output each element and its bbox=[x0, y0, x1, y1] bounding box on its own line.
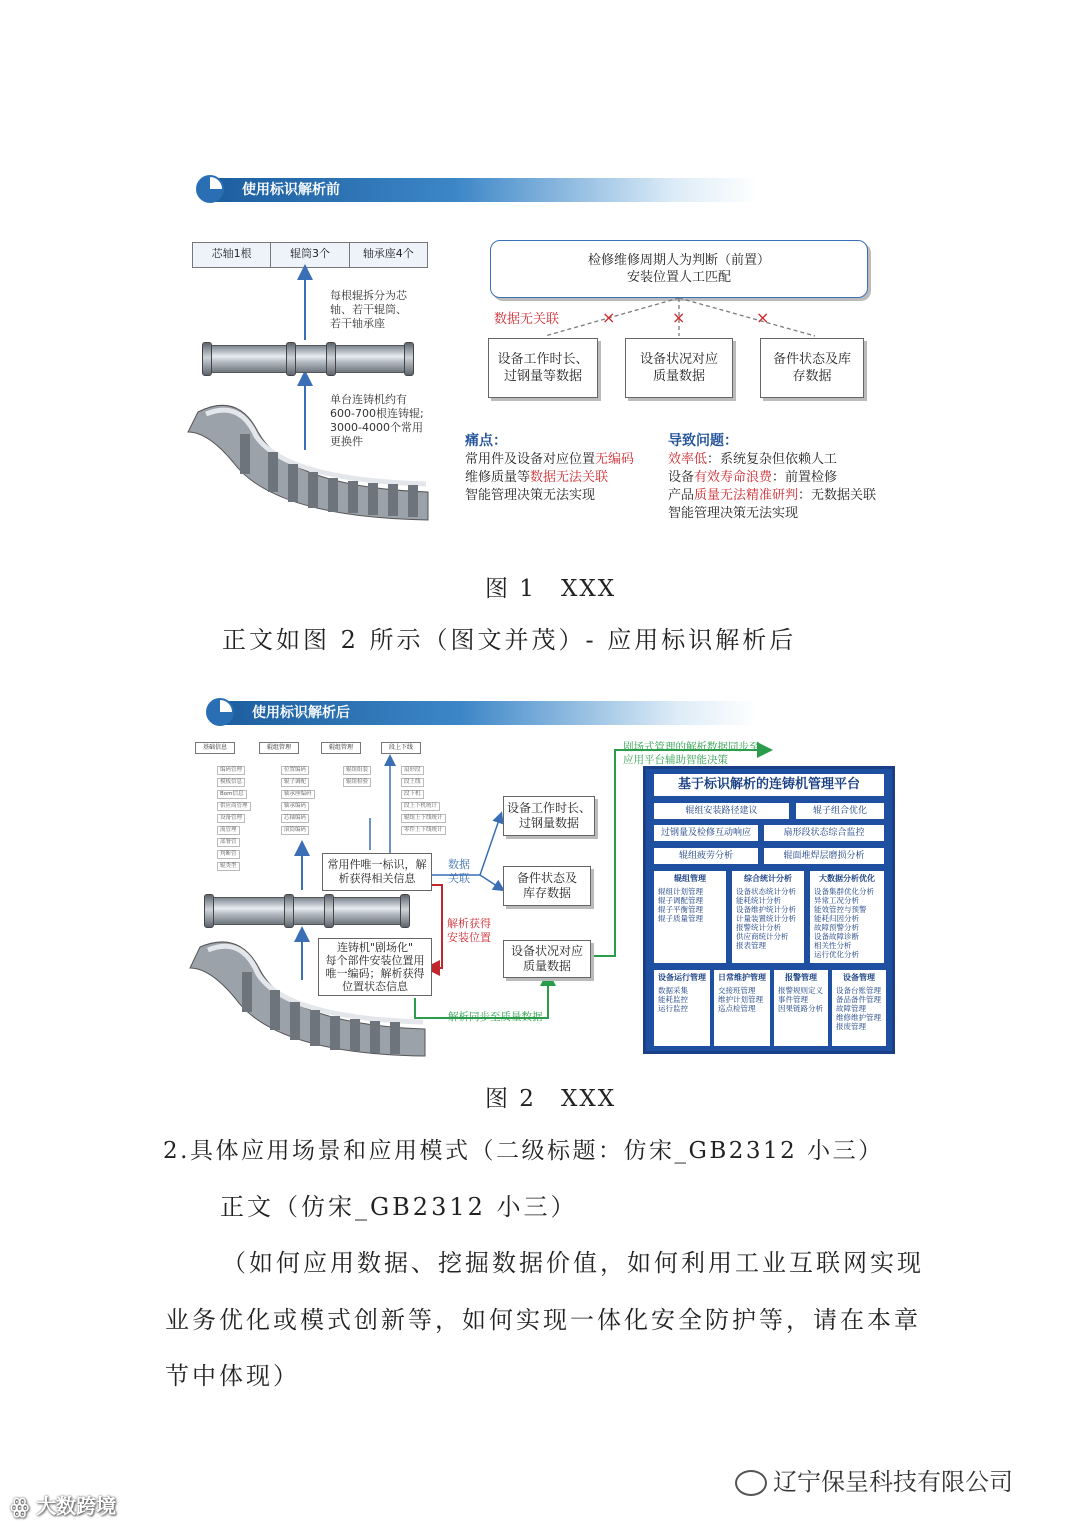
paragraph-2: 正文（仿宋_GB2312 小三） bbox=[220, 1193, 578, 1221]
platform-panel bbox=[714, 970, 770, 1046]
mini-col-item: 模板信息 bbox=[217, 778, 245, 787]
platform-panel bbox=[774, 970, 828, 1046]
platform-panel-item: 设备集群优化分析 bbox=[814, 887, 874, 896]
cross-icon: × bbox=[756, 308, 770, 327]
platform-panel-item: 报警规则定义 bbox=[778, 986, 823, 995]
platform-panel-item: 能耗监控 bbox=[658, 995, 688, 1004]
issue-line: 智能管理决策无法实现 bbox=[668, 506, 799, 521]
mini-col-item: 判断管 bbox=[217, 850, 240, 859]
pie-chart-icon bbox=[196, 175, 224, 203]
paragraph-1: 正文如图 2 所示（图文并茂）- 应用标识解析后 bbox=[222, 626, 797, 654]
mini-col-item: Bom信息 bbox=[217, 790, 247, 799]
section-heading-2: 2.具体应用场景和应用模式（二级标题：仿宋_GB2312 小三） bbox=[163, 1138, 884, 1164]
sync-platform-label: 剧场式管理的解析数据同步至 应用平台辅助智能决策 bbox=[623, 741, 760, 766]
paragraph-3-line: 节中体现） bbox=[165, 1362, 300, 1390]
data-box-spareparts: 备件状态及库 存数据 bbox=[760, 338, 864, 398]
platform-panel-item: 设备状态统计分析 bbox=[736, 887, 796, 896]
unique-id-box: 常用件唯一标识，解 析获得相关信息 bbox=[322, 853, 432, 891]
platform-panel-heading: 综合统计分析 bbox=[744, 874, 792, 883]
data-box-worktime: 设备工作时长、 过钢量等数据 bbox=[488, 338, 598, 398]
platform-panel-item: 数据采集 bbox=[658, 986, 688, 995]
worktime-data-box: 设备工作时长、 过钢量数据 bbox=[503, 796, 595, 836]
split-note: 每根辊拆分为芯 轴、若干辊筒、 若干轴承座 bbox=[330, 289, 407, 330]
wechat-icon bbox=[735, 1470, 767, 1496]
platform-panel-item: 交接班管理 bbox=[718, 986, 756, 995]
platform-panel-item: 设备故障诊断 bbox=[814, 932, 859, 941]
sync-quality-label: 解析同步至质量数据 bbox=[448, 1011, 543, 1023]
fig1-banner bbox=[208, 178, 758, 202]
management-platform bbox=[643, 766, 895, 1054]
pain-line: 维修质量等数据无法关联 bbox=[465, 470, 609, 485]
mini-col-item: 辊组上下线统计 bbox=[401, 814, 446, 823]
machine-note: 单台连铸机约有 600-700根连铸辊; 3000-4000个常用 更换件 bbox=[330, 393, 424, 448]
caster-machine-image bbox=[178, 392, 438, 522]
platform-panel-item: 报表管理 bbox=[736, 941, 766, 950]
pain-line: 常用件及设备对应位置无编码 bbox=[465, 452, 635, 467]
platform-panel-item: 相关性分析 bbox=[814, 941, 852, 950]
mini-col-item: 轴承编码 bbox=[281, 802, 309, 811]
platform-panel-item: 辊子质量管理 bbox=[658, 914, 703, 923]
parts-cell: 芯轴1根 bbox=[193, 243, 271, 267]
mini-col-item: 流管理 bbox=[217, 826, 240, 835]
platform-panel-heading: 设备运行管理 bbox=[658, 973, 706, 982]
fig2-caption: 图 2 XXX bbox=[485, 1086, 617, 1112]
mini-col-item: 段下机 bbox=[401, 790, 424, 799]
fig2-banner bbox=[218, 701, 758, 725]
platform-title: 基于标识解析的连铸机管理平台 bbox=[654, 774, 884, 796]
cross-icon: × bbox=[672, 308, 686, 327]
platform-panel-heading: 设备管理 bbox=[843, 973, 875, 982]
platform-panel-item: 报废管理 bbox=[836, 1022, 866, 1031]
parse-position-label: 解析获得 安装位置 bbox=[447, 917, 491, 944]
spareparts-data-box: 备件状态及 库存数据 bbox=[503, 866, 591, 906]
no-link-label: 数据无关联 bbox=[494, 312, 560, 327]
platform-panel-item: 巡点检管理 bbox=[718, 1004, 756, 1013]
platform-panel-item: 故障预警分析 bbox=[814, 923, 859, 932]
mini-col-item: 段上线 bbox=[401, 778, 424, 787]
platform-cell: 辊组安装路径建议 bbox=[654, 803, 789, 819]
watermark-left-text: 大数跨境 bbox=[36, 1494, 117, 1518]
platform-panel-item: 辊子调配管理 bbox=[658, 896, 703, 905]
mini-col-item: 段上下机统计 bbox=[401, 802, 440, 811]
mini-col-head: 基础信息 bbox=[195, 742, 235, 754]
platform-panel-item: 报警统计分析 bbox=[736, 923, 781, 932]
cross-icon: × bbox=[602, 308, 616, 327]
platform-cell: 辊组疲劳分析 bbox=[654, 848, 758, 864]
mini-col-head: 辊组管理 bbox=[321, 742, 361, 754]
fig2-banner-title: 使用标识解析后 bbox=[252, 705, 350, 721]
top-judgement-box: 检修维修周期人为判断（前置） 安装位置人工匹配 bbox=[490, 240, 868, 298]
mini-col-head: 辊组管理 bbox=[259, 742, 299, 754]
platform-panel-item: 维护计划管理 bbox=[718, 995, 763, 1004]
platform-panel-item: 能耗归因分析 bbox=[814, 914, 859, 923]
watermark-logo-icon: ꙮ bbox=[10, 1494, 37, 1518]
platform-panel-heading: 大数据分析优化 bbox=[819, 874, 875, 883]
mini-col-item: 芯轴编码 bbox=[281, 814, 309, 823]
platform-panel bbox=[810, 871, 884, 963]
mini-col-item: 辊组组装 bbox=[343, 766, 371, 775]
mini-col-item: 扇形段 bbox=[401, 766, 424, 775]
issue-line: 效率低：系统复杂但依赖人工 bbox=[668, 452, 838, 467]
platform-panel-item: 运行监控 bbox=[658, 1004, 688, 1013]
platform-panel bbox=[654, 970, 710, 1046]
pie-chart-icon bbox=[206, 698, 234, 726]
data-box-quality: 设备状况对应 质量数据 bbox=[625, 338, 733, 398]
platform-panel-heading: 报警管理 bbox=[785, 973, 817, 982]
platform-panel-item: 能耗统计分析 bbox=[736, 896, 781, 905]
issue-title: 导致问题： bbox=[668, 433, 738, 449]
mini-col-item: 供应商管理 bbox=[217, 802, 251, 811]
platform-panel-item: 计量装置统计分析 bbox=[736, 914, 796, 923]
fig1-banner-title: 使用标识解析前 bbox=[242, 182, 340, 198]
data-assoc-label: 数据 关联 bbox=[448, 858, 470, 885]
platform-panel-item: 能效管控与预警 bbox=[814, 905, 867, 914]
issue-line: 产品质量无法精准研判：无数据关联 bbox=[668, 488, 877, 503]
mini-col-item: 辊类型 bbox=[217, 862, 240, 871]
platform-panel-item: 设备台账管理 bbox=[836, 986, 881, 995]
platform-panel-item: 事件管理 bbox=[778, 995, 808, 1004]
issue-line: 设备有效寿命浪费：前置检修 bbox=[668, 470, 838, 485]
fig1-caption: 图 1 XXX bbox=[485, 576, 617, 602]
platform-panel bbox=[732, 871, 804, 963]
mini-col-item: 零件上下线统计 bbox=[401, 826, 446, 835]
platform-cell: 辊子组合优化 bbox=[796, 803, 884, 819]
mini-col-item: 辊子调配 bbox=[281, 778, 309, 787]
pain-line: 智能管理决策无法实现 bbox=[465, 488, 596, 503]
watermark-left bbox=[10, 1490, 116, 1519]
platform-panel-item: 因果链路分析 bbox=[778, 1004, 823, 1013]
platform-cell: 辊面堆焊层磨损分析 bbox=[764, 848, 884, 864]
quality-data-box: 设备状况对应 质量数据 bbox=[503, 940, 591, 978]
platform-panel bbox=[832, 970, 886, 1046]
platform-panel-item: 辊子平衡管理 bbox=[658, 905, 703, 914]
mini-col-item: 辊组检验 bbox=[343, 778, 371, 787]
platform-cell: 扇形段状态综合监控 bbox=[764, 825, 884, 841]
parts-cell: 辊筒3个 bbox=[271, 243, 349, 267]
platform-panel-heading: 日常维护管理 bbox=[718, 973, 766, 982]
platform-panel-item: 异常工况分析 bbox=[814, 896, 859, 905]
mini-col-head: 段上下线 bbox=[381, 742, 421, 754]
platform-cell: 过钢量及检修互动响应 bbox=[654, 825, 758, 841]
platform-panel-item: 维修维护管理 bbox=[836, 1013, 881, 1022]
paragraph-3-line: （如何应用数据、挖掘数据价值，如何利用工业互联网实现 bbox=[222, 1249, 924, 1277]
paragraph-3-line: 业务优化或模式创新等，如何实现一体化安全防护等，请在本章 bbox=[165, 1306, 921, 1334]
roll-image bbox=[205, 345, 411, 373]
theater-mode-box: 连铸机"剧场化" 每个部件安装位置用 唯一编码；解析获得 位置状态信息 bbox=[318, 938, 432, 996]
mini-col-item: 轴承座编码 bbox=[281, 790, 315, 799]
watermark-right-text: 辽宁保呈科技有限公司 bbox=[773, 1468, 1013, 1496]
platform-panel bbox=[654, 871, 726, 963]
platform-panel-item: 备品备件管理 bbox=[836, 995, 881, 1004]
issue-list bbox=[668, 451, 876, 523]
platform-panel-item: 设备维护统计分析 bbox=[736, 905, 796, 914]
mini-col-item: 编码管理 bbox=[217, 766, 245, 775]
platform-panel-item: 故障管理 bbox=[836, 1004, 866, 1013]
mini-col-item: 滚筒编码 bbox=[281, 826, 309, 835]
watermark-right bbox=[735, 1462, 1013, 1497]
parts-cell: 轴承座4个 bbox=[362, 247, 414, 260]
pain-list bbox=[465, 451, 634, 505]
platform-panel-item: 运行优化分析 bbox=[814, 950, 859, 959]
mini-col-item: 位置编码 bbox=[281, 766, 309, 775]
platform-panel-item: 供应商统计分析 bbox=[736, 932, 789, 941]
mini-col-item: 设备管理 bbox=[217, 814, 245, 823]
platform-panel-item: 辊组计划管理 bbox=[658, 887, 703, 896]
mini-col-item: 部署管 bbox=[217, 838, 240, 847]
pain-title: 痛点： bbox=[465, 433, 507, 449]
platform-panel-heading: 辊组管理 bbox=[674, 874, 706, 883]
